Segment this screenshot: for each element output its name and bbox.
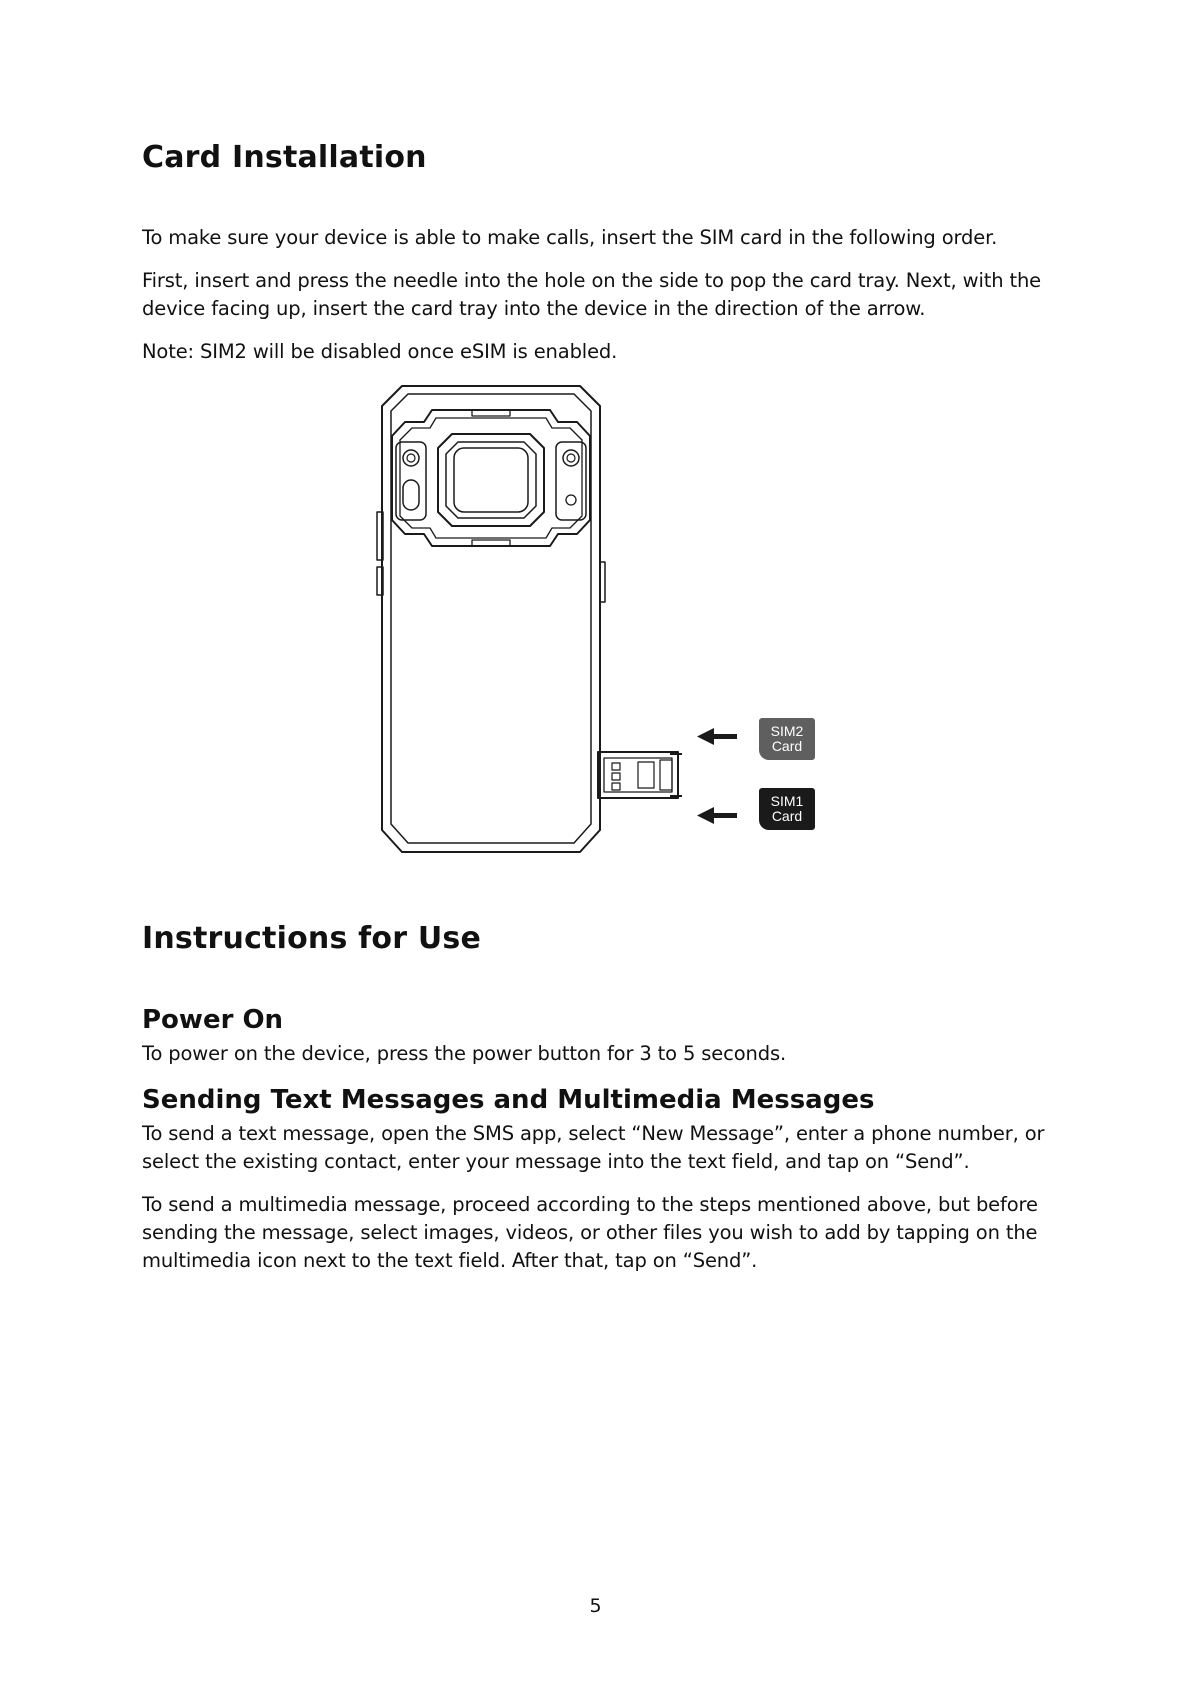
card-installation-intro: To make sure your device is able to make calls, insert the SIM card in the following order. xyxy=(142,226,998,249)
esim-note: Note: SIM2 will be disabled once eSIM is enabled. xyxy=(142,340,618,363)
messaging-heading: Sending Text Messages and Multimedia Messages xyxy=(142,1085,875,1115)
page-number: 5 xyxy=(589,1595,602,1617)
sim2-label-line2: Card xyxy=(771,738,803,754)
multimedia-message-paragraph: To send a multimedia message, proceed according to the steps mentioned above, but before sending the message, select images, videos, or other files you wish to add by tapping on the multimedia icon next to the text field. After that, tap on “Send”. xyxy=(142,1193,1038,1272)
instructions-heading: Instructions for Use xyxy=(142,921,482,956)
sim1-card-badge xyxy=(759,788,815,830)
sim2-label-line1: SIM2 xyxy=(770,723,804,739)
sim1-label-line1: SIM1 xyxy=(770,793,804,809)
text-message-paragraph: To send a text message, open the SMS app, select “New Message”, enter a phone number, or select the existing contact, enter your message into the text field, and tap on “Send”. xyxy=(142,1122,1045,1173)
power-on-text: To power on the device, press the power button for 3 to 5 seconds. xyxy=(142,1042,786,1065)
insert-arrow-sim1 xyxy=(697,807,737,824)
card-installation-steps: First, insert and press the needle into the hole on the side to pop the card tray. Next, with the device facing up, insert the card tray into the device in the direction of the arrow. xyxy=(142,269,1042,320)
sim-installation-figure xyxy=(372,382,842,857)
phone-tray-illustration xyxy=(372,382,842,857)
power-on-heading: Power On xyxy=(142,1005,284,1035)
sim1-label-line2: Card xyxy=(771,808,803,824)
insert-arrow-sim2 xyxy=(697,728,737,745)
card-installation-heading: Card Installation xyxy=(142,140,427,175)
sim2-card-badge xyxy=(759,718,815,760)
